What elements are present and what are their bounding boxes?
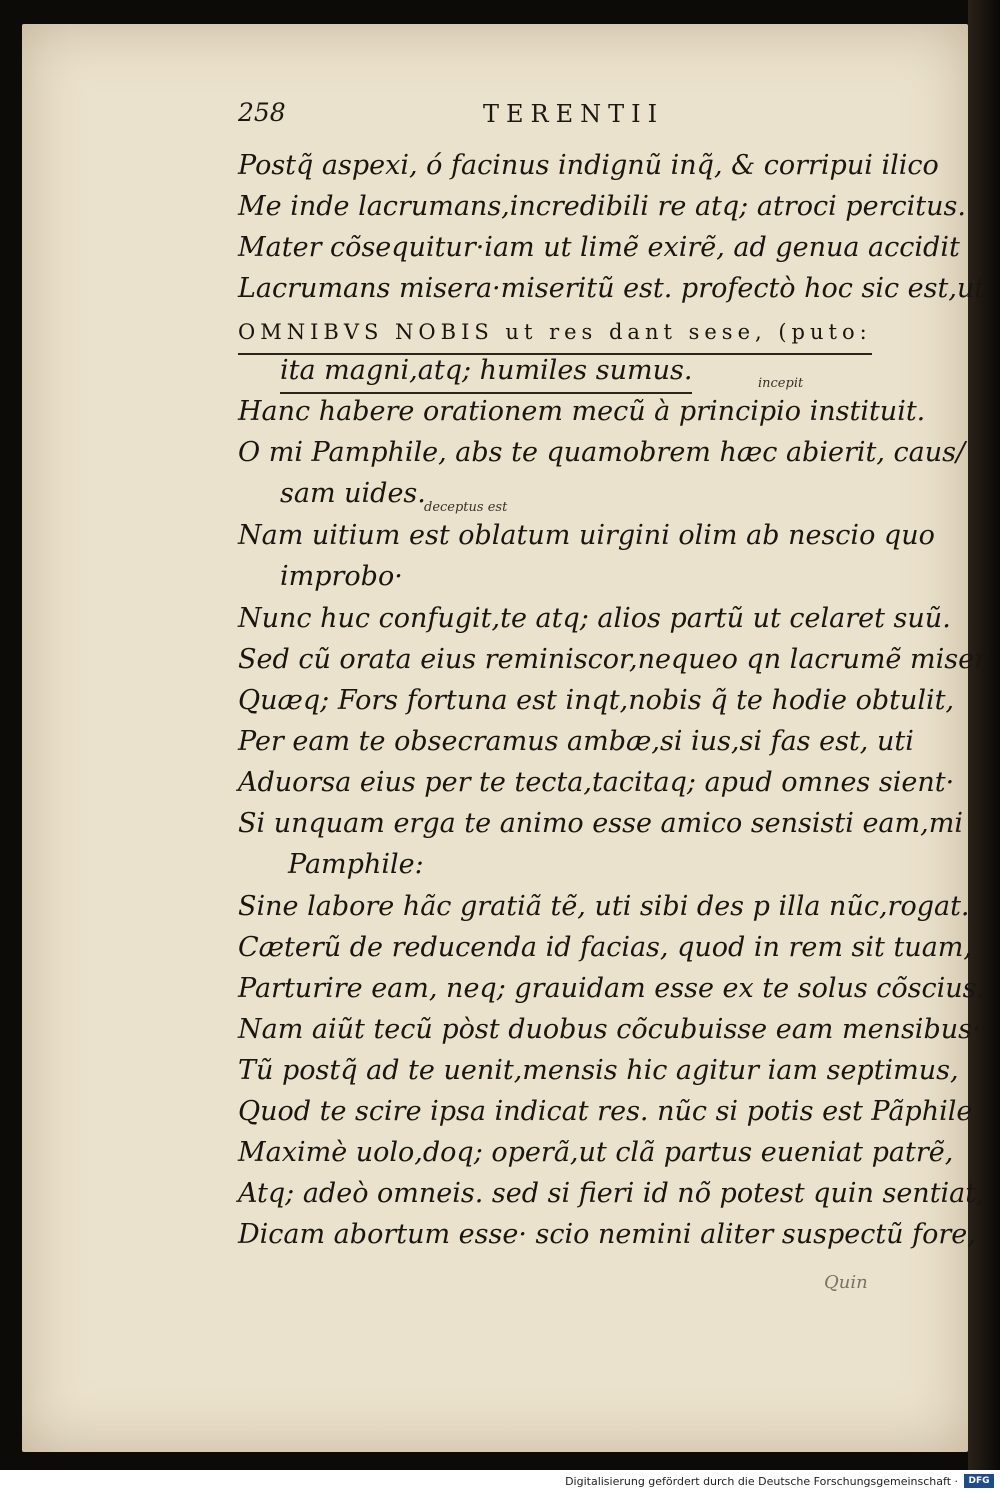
funding-credit: Digitalisierung gefördert durch die Deutsche Forschungsgemeinschaft · <box>565 1475 958 1488</box>
running-head: TERENTII <box>483 100 665 128</box>
text-line: sam uides. <box>280 478 426 509</box>
text-line: Sine labore hãc gratiã tẽ, uti sibi des p illa nũc,rogat. <box>238 891 970 922</box>
text-line: Mater cõsequitur·iam ut limẽ exirẽ, ad genua accidit <box>238 232 960 263</box>
text-line: Hanc habere orationem mecũ à principio instituit. <box>238 396 926 427</box>
page-number: 258 <box>238 98 286 127</box>
text-line: Postq̃ aspexi, ó facinus indignũ inq̃, & corripui ilico <box>238 150 939 181</box>
marginal-annotation: incepit <box>758 376 804 391</box>
text-line: Tũ postq̃ ad te uenit,mensis hic agitur iam septimus, <box>238 1055 959 1086</box>
text-line: Lacrumans misera·miseritũ est. profectò hoc sic est,ut <box>238 273 986 304</box>
text-line: Nam aiũt tecũ pòst duobus cõcubuisse eam mensibus· <box>238 1014 981 1045</box>
text-line: Pamphile: <box>288 849 424 880</box>
marginal-annotation: deceptus est <box>424 500 508 515</box>
text-line: Dicam abortum esse· scio nemini aliter suspectũ fore, <box>238 1219 976 1250</box>
dfg-logo-icon: DFG <box>964 1474 994 1488</box>
text-line: Maximè uolo,doq; operã,ut clã partus eueniat patrẽ, <box>238 1137 954 1168</box>
footer-bar <box>0 1470 1000 1492</box>
text-line: Me inde lacrumans,incredibili re atq; atroci percitus. <box>238 191 966 222</box>
text-line: Nunc huc confugit,te atq; alios partũ ut celaret suũ. <box>238 603 951 634</box>
marginal-annotation: Quin <box>824 1272 868 1293</box>
text-line: Per eam te obsecramus ambæ,si ius,si fas est, uti <box>238 726 914 757</box>
text-line: Nam uitium est oblatum uirgini olim ab nescio quo <box>238 520 935 551</box>
page-header <box>238 98 938 138</box>
text-line: Quæq; Fors fortuna est inqt,nobis q̃ te hodie obtulit, <box>238 685 955 716</box>
text-line: improbo· <box>280 561 403 592</box>
text-line: Atq; adeò omneis. sed si fieri id nõ potest quin sentiat, <box>238 1178 985 1209</box>
text-line: Si unquam erga te animo esse amico sensisti eam,mi <box>238 808 963 839</box>
text-line: OMNIBVS NOBIS ut res dant sese, (puto: <box>238 312 872 355</box>
text-line: O mi Pamphile, abs te quamobrem hæc abierit, caus/ <box>238 437 966 468</box>
text-line: Quod te scire ipsa indicat res. nũc si potis est Pãphile <box>238 1096 973 1127</box>
text-line: Aduorsa eius per te tecta,tacitaq; apud omnes sient· <box>238 767 955 798</box>
text-line: Parturire eam, neq; grauidam esse ex te solus cõscius. <box>238 973 986 1004</box>
text-line: Sed cũ orata eius reminiscor,nequeo qn lacrumẽ miser <box>238 644 987 675</box>
text-line: Cæterũ de reducenda id facias, quod in rem sit tuam, <box>238 932 972 963</box>
text-line: ita magni,atq; humiles sumus. <box>280 351 692 394</box>
